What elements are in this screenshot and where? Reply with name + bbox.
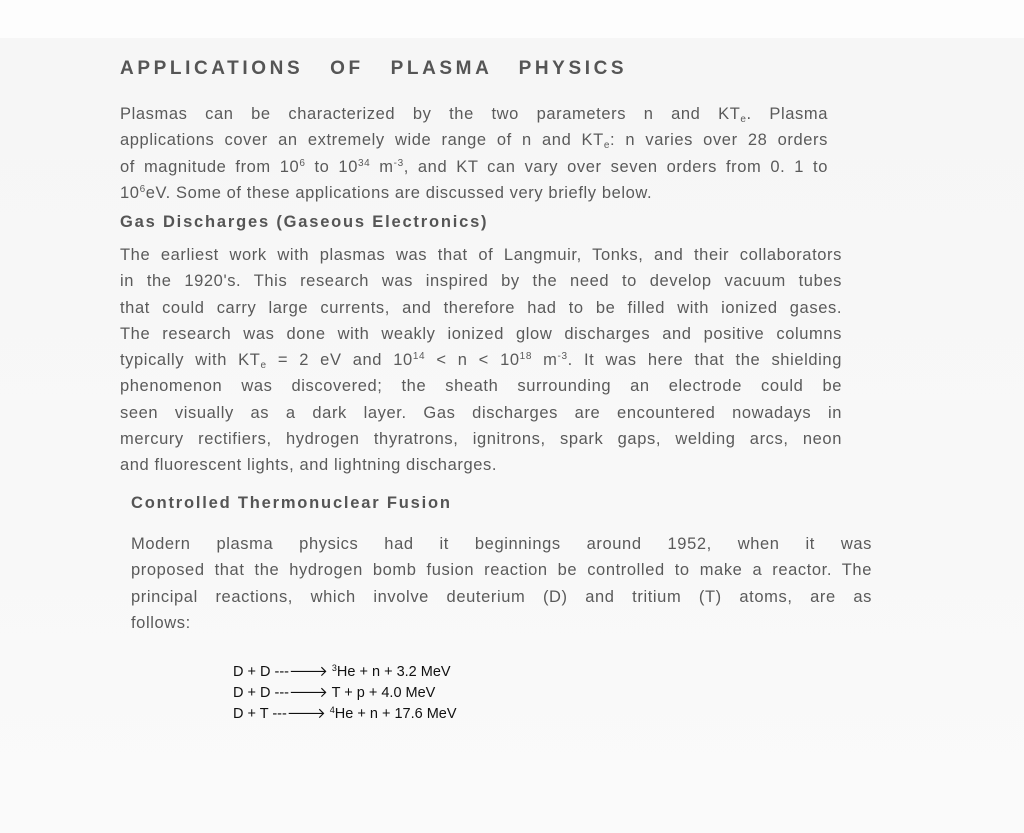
intro-line-1: Plasmas can be characterized by the two parameters n and $KT_e$. Plasma [120,105,828,125]
section-heading-gas-discharges: Gas Discharges (Gaseous Electronics) [120,213,489,231]
reaction-equation: D + T ---🡒 $^4$He + n + 17.6 MeV [233,705,457,722]
section-heading-fusion: Controlled Thermonuclear Fusion [131,494,452,512]
intro-paragraph [120,101,828,206]
right-arrow-icon: 🡒 [288,685,328,701]
reaction-equation: D + D ---🡒 T + p + 4.0 MeV [233,685,436,701]
fusion-line-2: proposed that the hydrogen bomb fusion reaction be controlled to make a reactor. The [131,561,872,580]
intro-line-3: of magnitude from $10^6$ to $10^{34}$ $m^{-3}$, and KT can vary over seven orders from 0. 1 to [120,157,829,176]
gas-line-9: and fluorescent lights, and lightning discharges. [120,456,498,475]
gas-line-3: that could carry large currents, and therefore had to be filled with ionized gases. [120,298,842,317]
right-arrow-icon: 🡒 [286,706,326,722]
fusion-line-3: principal reactions, which involve deuterium (D) and tritium (T) atoms, are as [131,587,872,606]
intro-line-4: $10^6eV$. Some of these applications are discussed very briefly below. [120,183,653,202]
gas-line-5: typically with $KT_e = 2$ eV and $10^{14} < n < 10^{18}$ $m^{-3}$. It was here that the shielding [120,351,842,372]
gas-line-6: phenomenon was discovered; the sheath surrounding an electrode could be [120,377,842,396]
gas-line-2: in the 1920's. This research was inspired by the need to develop vacuum tubes [120,272,842,291]
gas-line-1: The earliest work with plasmas was that of Langmuir, Tonks, and their collaborators [120,246,842,264]
reaction-equation: D + D ---🡒 $^3$He + n + 3.2 MeV [233,663,451,680]
fusion-reactions-list [233,662,457,725]
page-title: APPLICATIONS OF PLASMA PHYSICS [120,58,628,79]
gas-line-4: The research was done with weakly ionized glow discharges and positive columns [120,324,842,343]
fusion-line-1: Modern plasma physics had it beginnings around 1952, when it was [131,535,872,553]
gas-discharges-paragraph [120,242,842,479]
intro-line-2: applications cover an extremely wide range of n and $KT_e$: n varies over 28 orders [120,131,828,152]
fusion-paragraph [131,531,872,636]
gas-line-8: mercury rectifiers, hydrogen thyratrons, ignitrons, spark gaps, welding arcs, neon [120,430,842,449]
fusion-line-4: follows: [131,613,191,632]
right-arrow-icon: 🡒 [288,664,328,680]
gas-line-7: seen visually as a dark layer. Gas discharges are encountered nowadays in [120,403,842,422]
